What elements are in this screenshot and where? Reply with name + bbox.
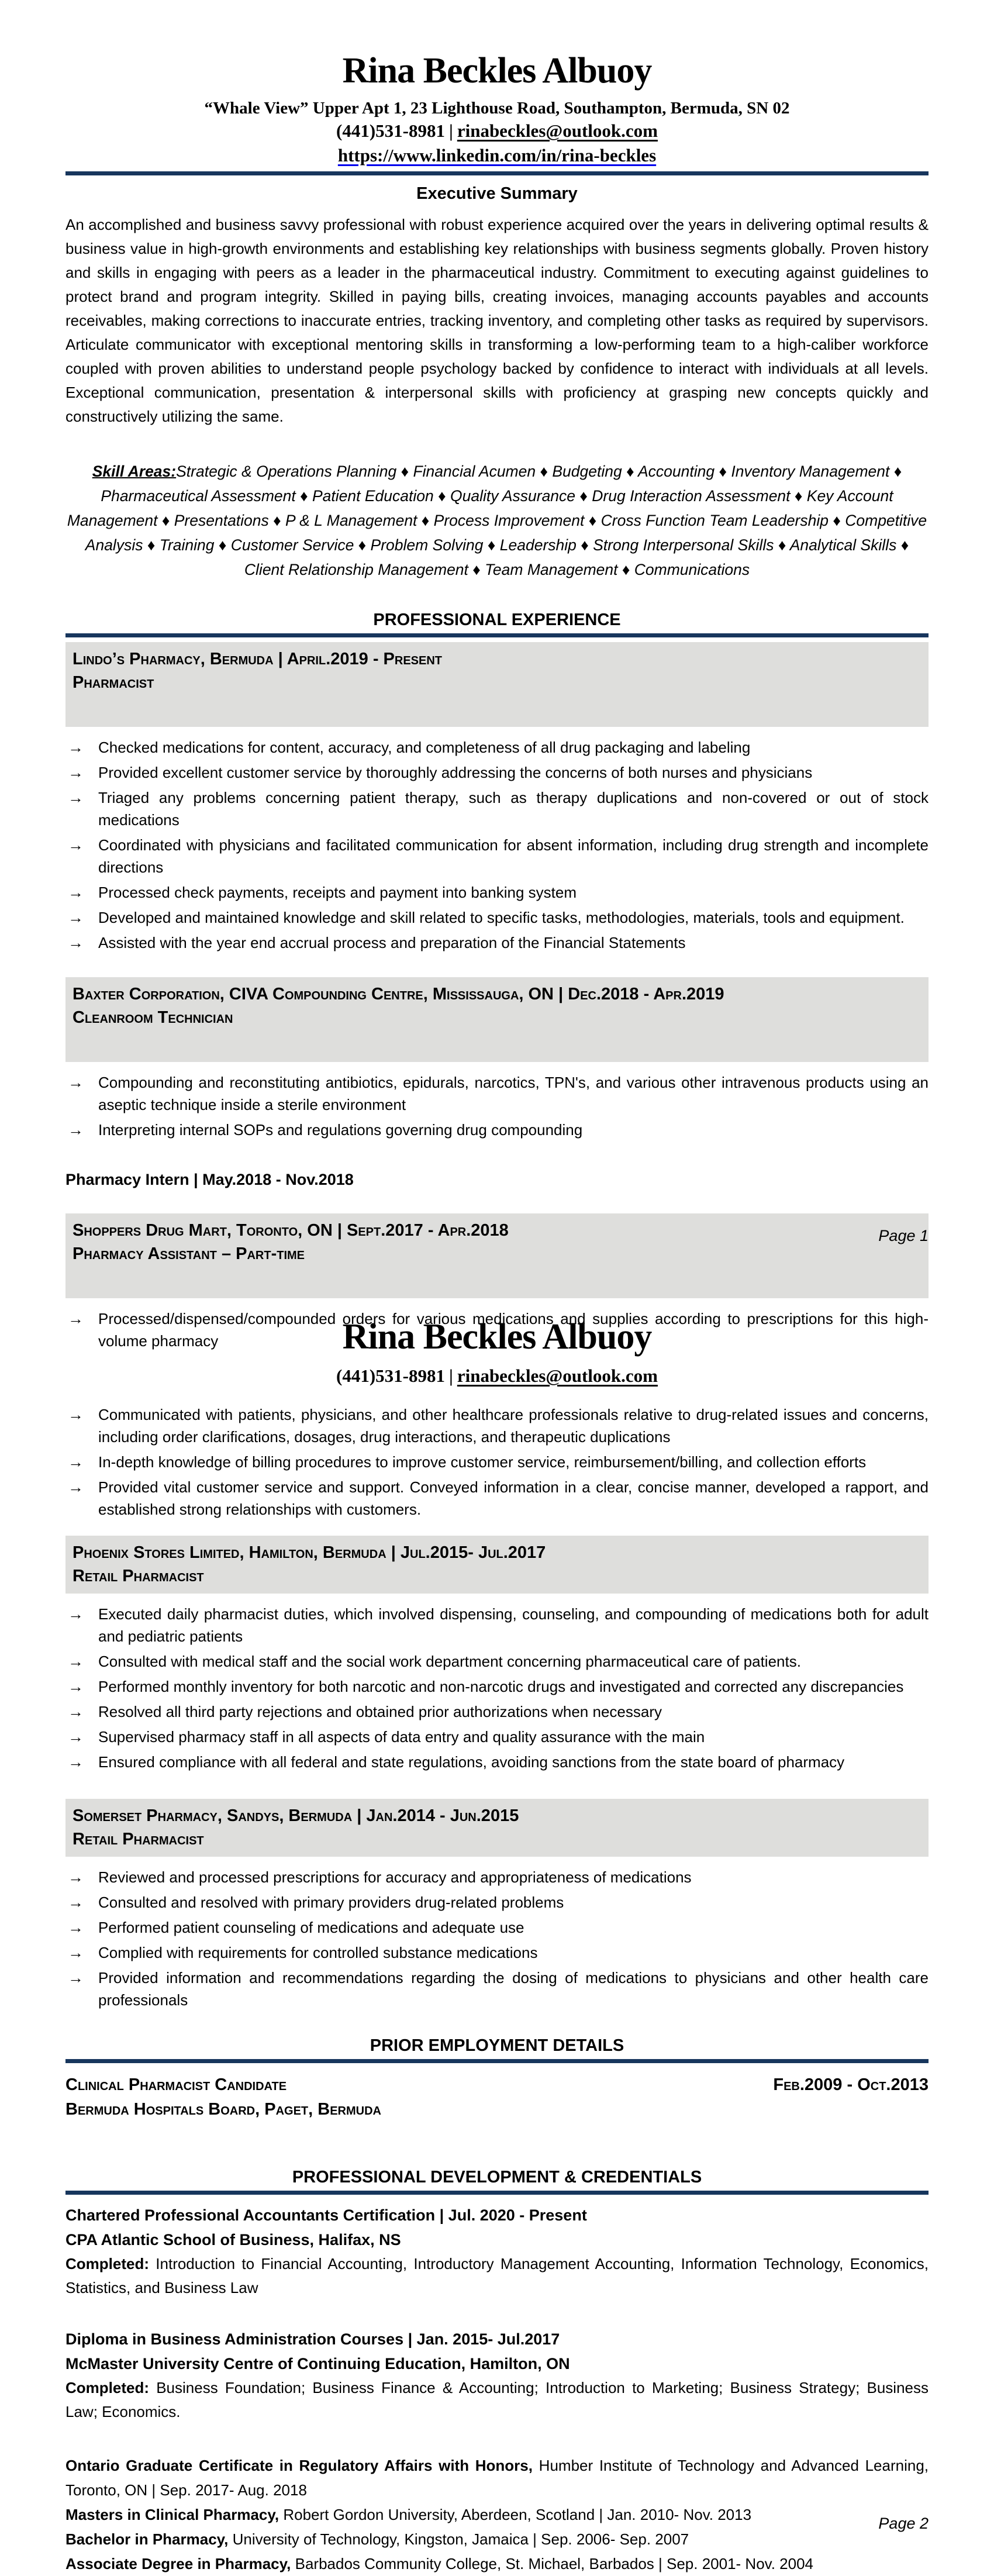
bullet-text: Assisted with the year end accrual process and preparation of the Financial Statements	[98, 934, 686, 951]
credential-entry-mcmaster	[65, 2327, 929, 2424]
contact-line	[65, 119, 929, 143]
job-title-line: Cleanroom Technician	[73, 1008, 233, 1027]
bullet-text: Resolved all third party rejections and obtained prior authorizations when necessary	[98, 1703, 662, 1720]
degree-line	[65, 2527, 929, 2551]
arrow-bullet-icon: →	[68, 1310, 84, 1327]
job-bullets-phoenix	[65, 1603, 929, 1773]
email-link[interactable]: rinabeckles@outlook.com	[457, 1365, 658, 1386]
prior-organization: Bermuda Hospitals Board, Paget, Bermuda	[65, 2100, 381, 2119]
arrow-bullet-icon: →	[68, 1703, 84, 1720]
job-title-line: Pharmacist	[73, 673, 154, 692]
skill-areas	[65, 459, 929, 582]
bullet-item	[65, 881, 929, 904]
bullet-text: Checked medications for content, accuracy, and completeness of all drug packaging and labeling	[98, 739, 751, 756]
credential-completed	[65, 2252, 929, 2300]
credential-school: CPA Atlantic School of Business, Halifax, NS	[65, 2231, 401, 2249]
bullet-item	[65, 1403, 929, 1448]
credential-entry-cpa	[65, 2203, 929, 2300]
arrow-bullet-icon: →	[68, 934, 84, 951]
arrow-bullet-icon: →	[68, 1478, 84, 1496]
degree-detail: Barbados Community College, St. Michael, Barbados | Sep. 2001- Nov. 2004	[295, 2555, 814, 2572]
arrow-bullet-icon: →	[68, 884, 84, 901]
bullet-item	[65, 1701, 929, 1723]
bullet-text: Provided vital customer service and support. Conveyed information in a clear, concise manner, developed a rapport, and established strong relationships with customers.	[98, 1478, 929, 1518]
bullet-item	[65, 1891, 929, 1913]
job-title-line: Retail Pharmacist	[73, 1567, 204, 1585]
bullet-text: Processed/dispensed/compounded orders for various medications and supplies according to prescriptions for this high-volume pharmacy	[98, 1310, 929, 1350]
bullet-item	[65, 787, 929, 831]
bullet-item	[65, 1603, 929, 1647]
bullet-text: Compounding and reconstituting antibiotics, epidurals, narcotics, TPN's, and various other intravenous products using an aseptic technique inside a sterile environment	[98, 1074, 929, 1113]
bullet-text: Consulted and resolved with primary providers drug-related problems	[98, 1894, 564, 1911]
bullet-text: Consulted with medical staff and the social work department concerning pharmaceutical care of patients.	[98, 1653, 801, 1670]
bullet-text: Performed monthly inventory for both narcotic and non-narcotic drugs and investigated and corrected any discrepancies	[98, 1678, 904, 1695]
job-bullets-somerset	[65, 1866, 929, 2011]
page-title: Rina Beckles Albuoy	[342, 1317, 652, 1357]
bullet-text: Provided excellent customer service by thoroughly addressing the concerns of both nurses and physicians	[98, 764, 813, 781]
bullet-item	[65, 834, 929, 878]
arrow-bullet-icon: →	[68, 1894, 84, 1911]
degree-name: Masters in Clinical Pharmacy,	[65, 2506, 279, 2523]
bullet-text: Processed check payments, receipts and payment into banking system	[98, 884, 577, 901]
bullet-text: Communicated with patients, physicians, and other healthcare professionals relative to drug-related issues and concerns, including order clarifications, dosages, drug interactions, and therapeutic duplications	[98, 1406, 929, 1446]
arrow-bullet-icon: →	[68, 1605, 84, 1623]
resume-page-2	[65, 1316, 929, 2576]
arrow-bullet-icon: →	[68, 789, 84, 806]
arrow-bullet-icon: →	[68, 1121, 84, 1139]
job-bullets-baxter	[65, 1071, 929, 1141]
bullet-text: Ensured compliance with all federal and state regulations, avoiding sanctions from the state board of pharmacy	[98, 1753, 845, 1771]
phone-number: (441)531-8981	[336, 120, 445, 141]
address-line: “Whale View” Upper Apt 1, 23 Lighthouse Road, Southampton, Bermuda, SN 02	[204, 99, 790, 118]
linkedin-link[interactable]: https://www.linkedin.com/in/rina-beckles	[337, 145, 657, 165]
arrow-bullet-icon: →	[68, 1074, 84, 1091]
executive-summary-heading: Executive Summary	[416, 184, 578, 203]
degree-line	[65, 2502, 929, 2527]
bullet-text: Triaged any problems concerning patient therapy, such as therapy duplications and non-covered or out of stock medications	[98, 789, 929, 829]
job-company-line: Phoenix Stores Limited, Hamilton, Bermuda | Jul.2015- Jul.2017	[73, 1543, 546, 1562]
prior-employment-heading: PRIOR EMPLOYMENT DETAILS	[370, 2036, 624, 2055]
section-divider	[65, 2191, 929, 2195]
bullet-item	[65, 906, 929, 929]
bullet-text: Performed patient counseling of medications and adequate use	[98, 1919, 524, 1936]
bullet-item	[65, 1119, 929, 1141]
bullet-item	[65, 1726, 929, 1748]
bullet-text: Reviewed and processed prescriptions for accuracy and appropriateness of medications	[98, 1868, 692, 1886]
bullet-item	[65, 1675, 929, 1698]
skill-areas-label: Skill Areas:	[92, 463, 177, 480]
degree-name: Ontario Graduate Certificate in Regulatory Affairs with Honors,	[65, 2457, 533, 2474]
job-title-line: Pharmacy Assistant – Part-time	[73, 1244, 305, 1263]
degree-line	[65, 2453, 929, 2502]
pharmacy-intern-line: Pharmacy Intern | May.2018 - Nov.2018	[65, 1171, 354, 1188]
arrow-bullet-icon: →	[68, 1653, 84, 1670]
completed-label: Completed:	[65, 2379, 149, 2396]
bullet-item	[65, 932, 929, 954]
bullet-text: In-depth knowledge of billing procedures to improve customer service, reimbursement/billing, and collection efforts	[98, 1453, 867, 1471]
bullet-text: Executed daily pharmacist duties, which involved dispensing, counseling, and compounding of medications both for adult and pediatric patients	[98, 1605, 929, 1645]
bullet-item	[65, 1866, 929, 1888]
header-divider	[65, 171, 929, 175]
job-header-baxter	[65, 977, 929, 1062]
degree-detail: Humber Institute of Technology and Advanced Learning, Toronto, ON | Sep. 2017- Aug. 2018	[65, 2457, 929, 2499]
bullet-item	[65, 1942, 929, 1964]
bullet-item	[65, 1916, 929, 1939]
bullet-item	[65, 761, 929, 784]
job-header-somerset	[65, 1799, 929, 1857]
section-divider	[65, 633, 929, 637]
arrow-bullet-icon: →	[68, 764, 84, 781]
arrow-bullet-icon: →	[68, 1406, 84, 1423]
bullet-text: Supervised pharmacy staff in all aspects of data entry and quality assurance with the main	[98, 1728, 705, 1746]
executive-summary-text: An accomplished and business savvy professional with robust experience acquired over the years in delivering optimal results & business value in high-growth environments and establishing key relationships with business segments globally. Proven history and skills in engaging with peers as a leader in the pharmaceutical industry. Commitment to executing against guidelines to protect brand and program integrity. Skilled in paying bills, creating invoices, managing accounts payables and accounts receivables, making corrections to inaccurate entries, tracking inventory, and completing other tasks as required by supervisors. Articulate communicator with exceptional mentoring skills in transforming a low-performing team to a high-caliber workforce coupled with proven abilities to understand people psychology backed by confidence to interact with individuals at all levels. Exceptional communication, presentation & interpersonal skills with proficiency at grasping new concepts quickly and constructively utilizing the same.	[65, 216, 929, 425]
credential-title: Chartered Professional Accountants Certification | Jul. 2020 - Present	[65, 2206, 587, 2224]
degree-line	[65, 2551, 929, 2576]
job-header-shoppers	[65, 1213, 929, 1298]
arrow-bullet-icon: →	[68, 909, 84, 926]
skill-areas-list: Strategic & Operations Planning ♦ Financial Acumen ♦ Budgeting ♦ Accounting ♦ Inventory Management ♦ Pharmaceutical Assessment ♦ Patient Education ♦ Quality Assurance ♦ Drug Interaction Assessment ♦ Key Account Management ♦ Presentations ♦ P & L Management ♦ Process Improvement ♦ Cross Function Team Leadership ♦ Competitive Analysis ♦ Training ♦ Customer Service ♦ Problem Solving ♦ Leadership ♦ Strong Interpersonal Skills ♦ Analytical Skills ♦ Client Relationship Management ♦ Team Management ♦ Communications	[67, 463, 927, 578]
job-header-phoenix	[65, 1536, 929, 1594]
professional-experience-heading: PROFESSIONAL EXPERIENCE	[373, 611, 621, 629]
arrow-bullet-icon: →	[68, 1678, 84, 1695]
credential-completed	[65, 2376, 929, 2424]
arrow-bullet-icon: →	[68, 1944, 84, 1961]
job-title-line: Retail Pharmacist	[73, 1830, 204, 1849]
job-company-line: Baxter Corporation, CIVA Compounding Centre, Mississauga, ON | Dec.2018 - Apr.2019	[73, 985, 724, 1003]
page-title: Rina Beckles Albuoy	[342, 51, 652, 91]
page-number-1: Page 1	[878, 1227, 929, 1244]
prior-role: Clinical Pharmacist Candidate	[65, 2075, 287, 2094]
page-number-2: Page 2	[878, 2515, 929, 2532]
arrow-bullet-icon: →	[68, 836, 84, 854]
arrow-bullet-icon: →	[68, 1868, 84, 1886]
degree-name: Bachelor in Pharmacy,	[65, 2530, 229, 2548]
contact-separator: |	[449, 120, 453, 141]
bullet-text: Interpreting internal SOPs and regulations governing drug compounding	[98, 1121, 583, 1139]
bullet-text: Developed and maintained knowledge and skill related to specific tasks, methodologies, materials, tools and equipment.	[98, 909, 905, 926]
bullet-item	[65, 1650, 929, 1672]
job-company-line: Lindo’s Pharmacy, Bermuda | April.2019 - Present	[73, 650, 443, 668]
job-company-line: Somerset Pharmacy, Sandys, Bermuda | Jan.2014 - Jun.2015	[73, 1806, 519, 1825]
completed-text: Business Foundation; Business Finance & Accounting; Introduction to Marketing; Business Strategy; Business Law; Economics.	[65, 2379, 929, 2420]
bullet-text: Complied with requirements for controlled substance medications	[98, 1944, 538, 1961]
arrow-bullet-icon: →	[68, 1728, 84, 1746]
credential-school: McMaster University Centre of Continuing Education, Hamilton, ON	[65, 2355, 570, 2372]
contact-separator: |	[449, 1365, 453, 1386]
degree-detail: Robert Gordon University, Aberdeen, Scotland | Jan. 2010- Nov. 2013	[283, 2506, 752, 2523]
credential-title: Diploma in Business Administration Courses | Jan. 2015- Jul.2017	[65, 2330, 560, 2348]
section-divider	[65, 2059, 929, 2063]
prior-dates: Feb.2009 - Oct.2013	[773, 2075, 929, 2094]
bullet-text: Provided information and recommendations regarding the dosing of medications to physicians and other health care professionals	[98, 1969, 929, 2009]
job-bullets-lindos	[65, 736, 929, 954]
bullet-item	[65, 1751, 929, 1773]
degree-name: Associate Degree in Pharmacy,	[65, 2555, 291, 2572]
bullet-item	[65, 1967, 929, 2011]
completed-text: Introduction to Financial Accounting, Introductory Management Accounting, Information Technology, Economics, Statistics, and Business Law	[65, 2255, 929, 2296]
linkedin-line	[65, 143, 929, 168]
bullet-item	[65, 736, 929, 758]
contact-line	[65, 1364, 929, 1388]
arrow-bullet-icon: →	[68, 1753, 84, 1771]
degree-list	[65, 2453, 929, 2576]
email-link[interactable]: rinabeckles@outlook.com	[457, 120, 658, 141]
job-header-lindos	[65, 642, 929, 727]
bullet-item	[65, 1071, 929, 1116]
completed-label: Completed:	[65, 2255, 149, 2272]
arrow-bullet-icon: →	[68, 1453, 84, 1471]
arrow-bullet-icon: →	[68, 739, 84, 756]
arrow-bullet-icon: →	[68, 1969, 84, 1987]
resume-page-1	[65, 50, 929, 1355]
bullet-item	[65, 1476, 929, 1520]
prior-employment-row	[65, 2072, 929, 2097]
bullet-text: Coordinated with physicians and facilitated communication for absent information, including drug strength and incomplete directions	[98, 836, 929, 876]
arrow-bullet-icon: →	[68, 1919, 84, 1936]
job-bullets-shoppers-continued	[65, 1403, 929, 1520]
degree-detail: University of Technology, Kingston, Jamaica | Sep. 2006- Sep. 2007	[232, 2530, 689, 2548]
job-company-line: Shoppers Drug Mart, Toronto, ON | Sept.2017 - Apr.2018	[73, 1221, 509, 1240]
phone-number: (441)531-8981	[336, 1365, 445, 1386]
bullet-item	[65, 1451, 929, 1473]
professional-development-heading: PROFESSIONAL DEVELOPMENT & CREDENTIALS	[292, 2168, 702, 2187]
